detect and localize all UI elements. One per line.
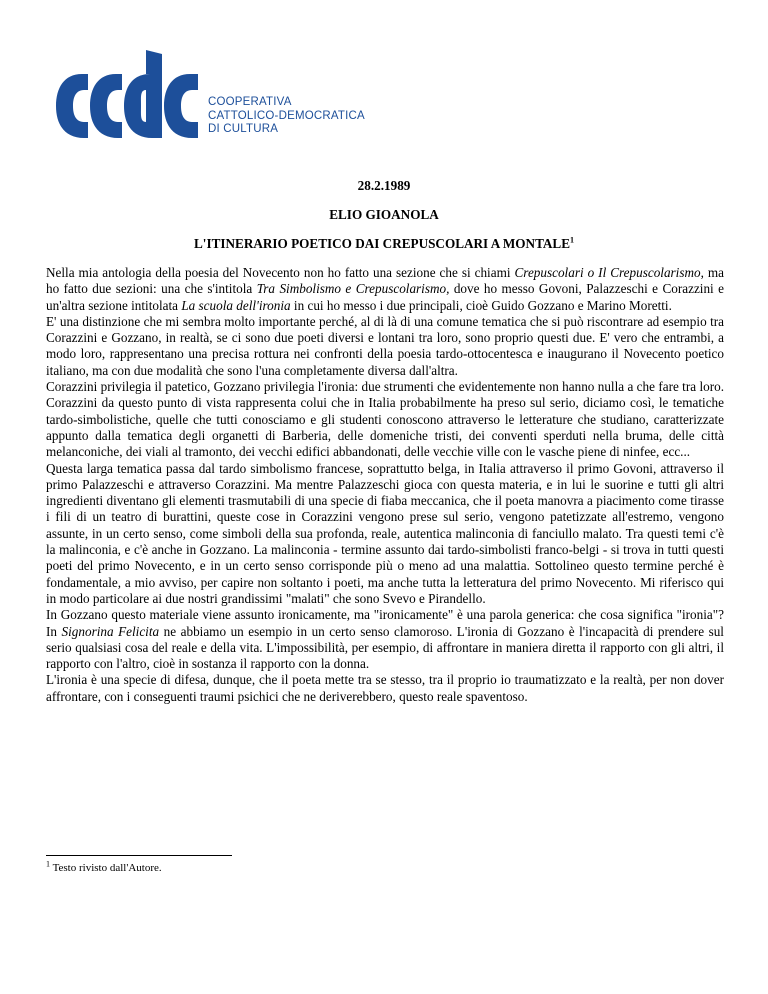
footnote [46,859,162,874]
paragraph: L'ironia è una specie di difesa, dunque, che il poeta mette tra se stesso, tra il proprio io traumatizzato e la realtà, per non dover affrontare, con i conseguenti traumi psichici che ne deriverebbero, questo reale spaventoso. [46,672,724,704]
paragraph [46,607,724,672]
logo-letter-c2 [90,74,122,138]
logo-letter-c1 [56,74,88,138]
document-author: ELIO GIOANOLA [329,207,439,222]
italic-title: La scuola dell'ironia [181,297,291,313]
text-run: ne abbiamo un esempio in un certo senso clamoroso. L'ironia di Gozzano è l'incapacità di prendere sul serio qualsiasi cosa del reale e della vita. L'impossibilità, per esempio, di affrontare in maniera diretta il rapporto con gli altri, il rapporto con l'altro, cioè in sostanza il rapporto con la donna. [46,623,724,672]
text-run: Nella mia antologia della poesia del Novecento non ho fatto una sezione che si chiami [46,265,515,280]
document-title: L'ITINERARIO POETICO DAI CREPUSCOLARI A MONTALE [193,236,571,251]
logo-letter-c3 [164,74,198,138]
text-run: dove ho messo Govoni, Palazzeschi e Corazzini e un'altra sezione intitolata [46,281,725,313]
text-run: In Gozzano questo materiale viene assunto ironicamente, ma "ironicamente" è una parola generica: che cosa significa "ironia"? In [46,607,724,639]
footnote-text: Testo rivisto dall'Autore. [52,862,162,874]
logo-letter-d [124,50,162,138]
org-line: CATTOLICO-DEMOCRATICA [208,109,365,122]
italic-title: Signorina Felicita [61,623,160,639]
paragraph: Questa larga tematica passa dal tardo simbolismo francese, soprattutto belga, in Italia attraverso il primo Govoni, attraverso il primo Palazzeschi e attraverso Corazzini. Ma mentre Palazzeschi gioca con questa materia, e in lui le suorine e tutti gli altri ingredienti diventano gli elementi trasmutabili di una specie di fiaba meccanica, che il poeta manovra a piacimento come tirasse i fili di un teatro di burattini, queste cose in Corazzini vengono prese sul serio, vengono patetizzate all'estremo, vengono assunte, in un certo senso, come simboli della sua profonda, reale, autentica malinconia di fanciullo malato. Tra questi temi c'è la malinconia, e c'è anche in Gozzano. La malinconia - termine assunto dai tardo-simbolisti franco-belgi - si trova in tutti questi poeti del primo Novecento, e in un certo senso corrisponde più o meno ad una malattia. Sottolineo questo termine perché è fondamentale, a mio avviso, per capire non soltanto i poeti, ma anche tutta la letteratura del primo Novecento. Mi riferisco qui in modo particolare ai due nostri grandissimi "malati" che sono Svevo e Pirandello. [46,460,724,606]
ccdc-logo [52,44,200,144]
italic-title: Tra Simbolismo e Crepuscolarismo, [256,281,450,297]
organization-name [208,96,365,137]
paragraph: Corazzini privilegia il patetico, Gozzano privilegia l'ironia: due strumenti che evidentemente non hanno nulla a che fare tra loro. Corazzini da questo punto di vista rappresenta colui che in Italia probabilmente ha preso sul serio, diciamo così, le tematiche tardo-simbolistiche, quelle che tutti conosciamo e gli studenti conoscono attraverso le letterature che studiano, caratterizzate appunto dalla tematica degli organetti di Barberia, delle domeniche tristi, dei conventi sperduti nella bruma, delle città melanconiche, dei viali al tramonto, dei vecchi edifici abbandonati, delle vecchie ville con le vasche piene di ninfee, ecc... [46,379,724,460]
article-body [46,265,724,705]
text-run: , ma ho fatto due sezioni: una che s'intitola [46,265,724,297]
document-date: 28.2.1989 [357,178,411,193]
footnote-number: 1 [46,859,50,869]
footnote-reference: 1 [570,235,575,245]
org-line: DI CULTURA [208,123,279,135]
text-run: in cui ho messo i due principali, cioè Guido Gozzano e Marino Moretti. [290,297,672,313]
italic-title: Crepuscolari o Il Crepuscolarismo [514,265,701,280]
paragraph: E' una distinzione che mi sembra molto importante perché, al di là di una comune tematica che si può riscontrare ad esempio tra Corazzini e Gozzano, in realtà, se ci sono due poeti diversi e lontani tra loro, sono proprio questi due. E' vero che entrambi, a modo loro, rappresentano una precisa rottura nei confronti della poesia tardo-ottocentesca e inaugurano il Novecento poetico italiano, ma con due modalità che sono l'una completamente diversa dall'altra. [46,313,724,378]
footnote-separator [46,855,232,856]
paragraph [46,265,724,314]
document-title-line [0,236,768,252]
org-line: COOPERATIVA [208,96,292,108]
